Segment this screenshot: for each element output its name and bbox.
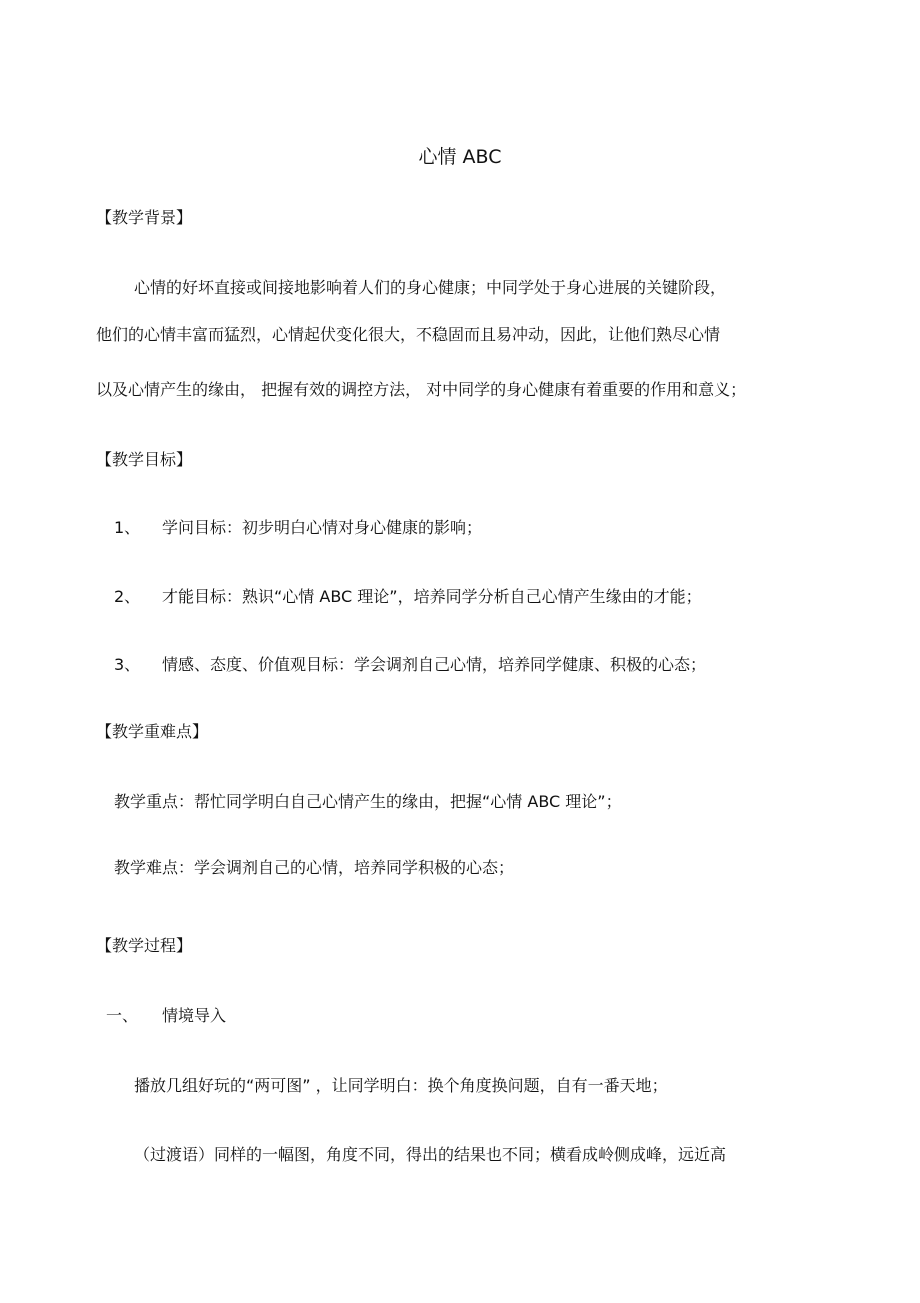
process-step — [106, 1006, 226, 1026]
process-step-number: 一、 — [106, 1006, 139, 1025]
section-heading-background: 【教学背景】 — [96, 208, 193, 227]
objective-item — [114, 587, 702, 607]
paragraph-line: 心情的好坏直接或间接地影响着人们的身心健康；中同学处于身心进展的关键阶段， — [134, 278, 727, 297]
key-point-line: 教学重点：帮忙同学明白自己心情产生的缘由，把握“心情 ABC 理论”； — [114, 792, 622, 811]
section-heading-key-points: 【教学重难点】 — [96, 722, 209, 741]
objective-text: 情感、态度、价值观目标：学会调剂自己心情，培养同学健康、积极的心态； — [162, 655, 707, 674]
objective-item — [114, 655, 706, 675]
paragraph-line: （过渡语）同样的一幅图，角度不同，得出的结果也不同；横看成岭侧成峰，远近高 — [134, 1145, 727, 1164]
objective-text: 才能目标：熟识“心情 ABC 理论”，培养同学分析自己心情产生缘由的才能； — [162, 587, 702, 606]
objective-number: 2、 — [114, 587, 141, 606]
section-heading-process: 【教学过程】 — [96, 936, 193, 955]
objective-number: 3、 — [114, 655, 141, 674]
key-point-line: 教学难点：学会调剂自己的心情，培养同学积极的心态； — [114, 858, 515, 877]
document-title: 心情 ABC — [418, 146, 502, 168]
objective-number: 1、 — [114, 518, 141, 537]
section-heading-objectives: 【教学目标】 — [96, 450, 193, 469]
process-step-title: 情境导入 — [162, 1006, 227, 1025]
paragraph-line: 播放几组好玩的“两可图” ，让同学明白：换个角度换问题，自有一番天地； — [134, 1076, 668, 1095]
objective-item — [114, 518, 482, 538]
objective-text: 学问目标：初步明白心情对身心健康的影响； — [162, 518, 483, 537]
paragraph-line: 以及心情产生的缘由， 把握有效的调控方法， 对中同学的身心健康有着重要的作用和意义； — [96, 380, 747, 399]
paragraph-line: 他们的心情丰富而猛烈，心情起伏变化很大，不稳固而且易冲动，因此，让他们熟尽心情 — [96, 325, 721, 344]
